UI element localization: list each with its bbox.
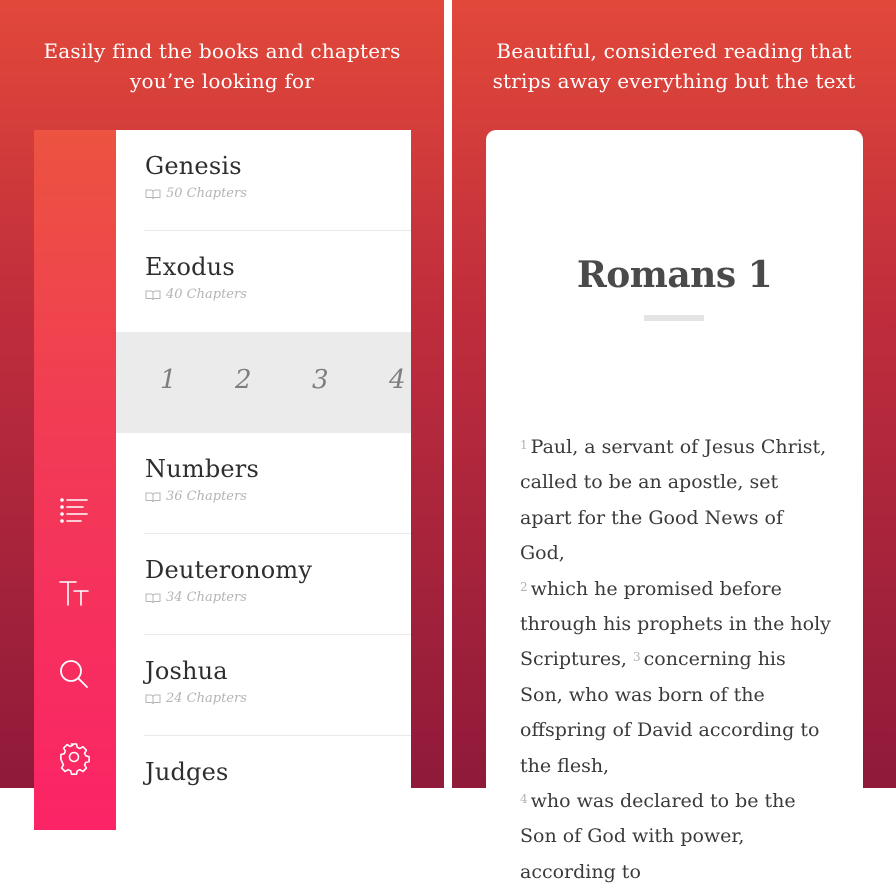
- book-icon: [145, 592, 161, 604]
- book-title: Genesis: [145, 152, 242, 180]
- chapter-count: 34 Chapters: [166, 590, 247, 605]
- chapter-4-button[interactable]: 4: [389, 365, 406, 395]
- book-item-deuteronomy[interactable]: [116, 534, 411, 635]
- chapter-count: 24 Chapters: [166, 691, 247, 706]
- book-title: Exodus: [145, 253, 235, 281]
- book-browser-screen: [34, 130, 411, 830]
- chapter-count: 40 Chapters: [166, 287, 247, 302]
- verse-number: 3: [633, 650, 641, 665]
- chapter-3-button[interactable]: 3: [312, 365, 329, 395]
- chapter-count: 36 Chapters: [166, 489, 247, 504]
- book-meta: [145, 691, 247, 706]
- right-promo-panel: [452, 0, 896, 883]
- book-meta: [145, 590, 247, 605]
- book-icon: [145, 693, 161, 705]
- verse-content: concerning his Son, who was born of the offspring of David according to the flesh,: [520, 648, 820, 777]
- verse-number: 4: [520, 792, 528, 807]
- verse-content: Paul, a servant of Jesus Christ, called to be an apostle, set apart for the Good News of God,: [520, 436, 827, 565]
- book-title: Numbers: [145, 455, 259, 483]
- book-meta: [145, 186, 247, 201]
- reader-screen: [486, 130, 863, 883]
- verse-content: who was declared to be the Son of God with power, according to: [520, 790, 796, 883]
- verse-text: [520, 430, 832, 890]
- left-caption: Easily find the books and chapters you’re looking for: [43, 39, 401, 93]
- chapter-2-button[interactable]: 2: [235, 365, 252, 395]
- chapter-title: Romans 1: [576, 254, 773, 296]
- book-item-joshua[interactable]: [116, 635, 411, 736]
- book-icon: [145, 289, 161, 301]
- verse-content: which he promised before through his prophets in the holy Scriptures,: [520, 577, 831, 671]
- book-title: Deuteronomy: [145, 556, 313, 584]
- book-title: Joshua: [145, 657, 228, 685]
- book-meta: [145, 489, 247, 504]
- book-item-numbers[interactable]: [116, 433, 411, 534]
- book-item-exodus[interactable]: [116, 231, 411, 332]
- verse-number: 1: [520, 438, 528, 452]
- title-divider: [644, 315, 704, 321]
- text-size-icon[interactable]: [58, 577, 90, 609]
- list-icon[interactable]: [58, 494, 90, 526]
- gear-icon[interactable]: [58, 741, 90, 773]
- chapter-picker: [116, 332, 411, 433]
- search-icon[interactable]: [58, 658, 90, 690]
- chapter-count: 50 Chapters: [166, 186, 247, 201]
- chapter-1-button[interactable]: 1: [160, 365, 177, 395]
- book-item-genesis[interactable]: [116, 130, 411, 231]
- book-title: Judges: [145, 758, 229, 786]
- book-item-judges[interactable]: [116, 736, 411, 837]
- book-list: [116, 130, 411, 830]
- sidebar: [34, 130, 116, 830]
- right-caption: Beautiful, considered reading that strips away everything but the text: [492, 39, 856, 93]
- left-promo-panel: [0, 0, 444, 788]
- book-icon: [145, 188, 161, 200]
- book-meta: [145, 287, 247, 302]
- book-icon: [145, 491, 161, 503]
- verse-number: 2: [520, 579, 528, 594]
